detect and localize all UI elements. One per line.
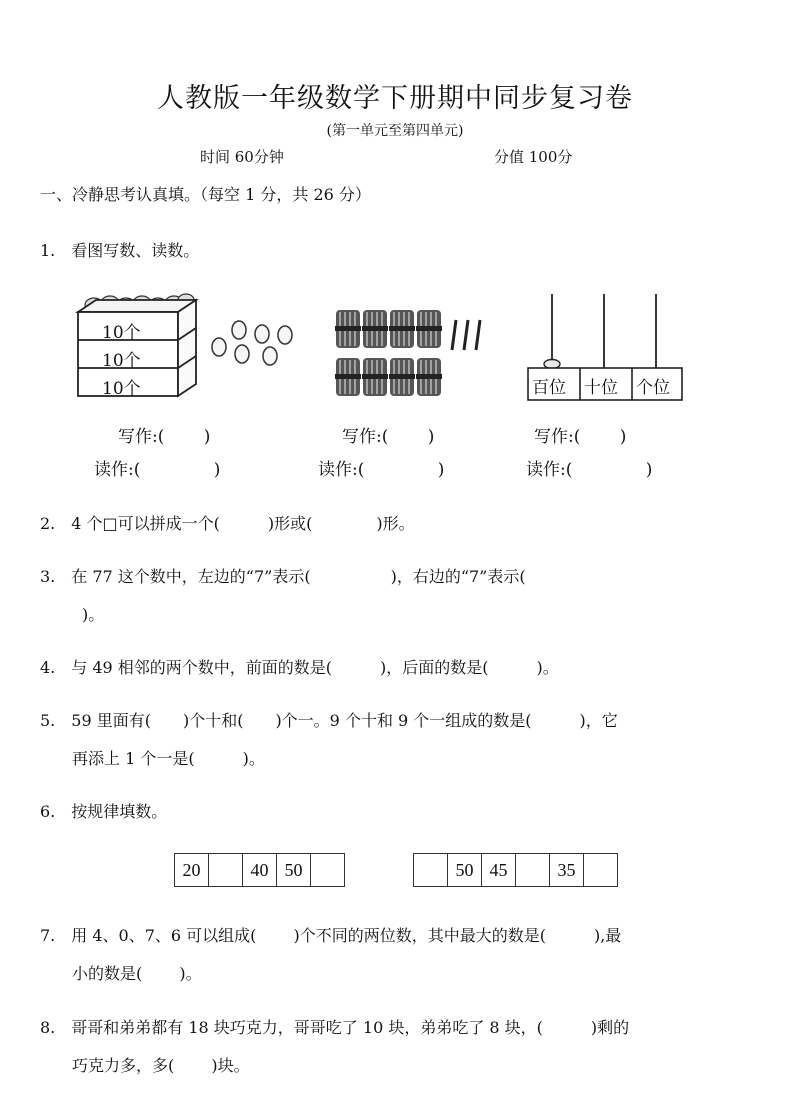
box-label-3: 10个 [102, 379, 141, 399]
question-3-line2: )。 [82, 605, 105, 624]
sequence-1-blank[interactable] [311, 854, 344, 886]
question-8-line1: 8. 哥哥和弟弟都有 18 块巧克力，哥哥吃了 10 块，弟弟吃了 8 块，( )剩的 [40, 1018, 630, 1037]
sequence-2-cell: 35 [550, 854, 584, 886]
sequence-row-1 [174, 853, 345, 887]
write-answer-2[interactable]: 写作:( ) [342, 427, 435, 447]
sequence-2-cell: 50 [448, 854, 482, 886]
question-5-line2: 再添上 1 个一是( )。 [72, 749, 265, 768]
score-info: 分值 100分 [494, 148, 573, 166]
question-3-line1: 3. 在 77 这个数中，左边的“7”表示( )，右边的“7”表示( [40, 567, 526, 586]
stick-bundles-figure [330, 306, 490, 402]
question-4: 4. 与 49 相邻的两个数中，前面的数是( )，后面的数是( )。 [40, 658, 559, 677]
box-label-1: 10个 [102, 323, 141, 343]
question-5-line1: 5. 59 里面有( )个十和( )个一。9 个十和 9 个一组成的数是( )，它 [40, 711, 618, 730]
sequence-1-cell: 50 [277, 854, 311, 886]
sequence-2-blank[interactable] [414, 854, 448, 886]
page-title: 人教版一年级数学下册期中同步复习卷 [157, 83, 633, 114]
sequence-2-blank[interactable] [516, 854, 550, 886]
read-answer-3[interactable]: 读作:( ) [526, 460, 653, 480]
time-info: 时间 60分钟 [200, 148, 284, 166]
sequence-2-cell: 45 [482, 854, 516, 886]
question-7-line2: 小的数是( )。 [72, 964, 202, 983]
section-heading: 一、冷静思考认真填。（每空 1 分，共 26 分） [40, 185, 371, 204]
read-answer-2[interactable]: 读作:( ) [318, 460, 445, 480]
abacus-label-hundreds: 百位 [532, 378, 566, 398]
sequence-1-blank[interactable] [209, 854, 243, 886]
abacus-label-ones: 个位 [636, 378, 670, 398]
abacus-label-tens: 十位 [584, 378, 618, 398]
read-answer-1[interactable]: 读作:( ) [94, 460, 221, 480]
question-1: 1. 看图写数、读数。 [40, 241, 200, 260]
sequence-1-cell: 40 [243, 854, 277, 886]
question-2: 2. 4 个□可以拼成一个( )形或( )形。 [40, 514, 415, 533]
question-8-line2: 巧克力多，多( )块。 [72, 1056, 250, 1075]
page-subtitle: (第一单元至第四单元) [326, 123, 464, 139]
loose-eggs [212, 321, 292, 365]
box-label-2: 10个 [102, 351, 141, 371]
write-answer-3[interactable]: 写作:( ) [534, 427, 627, 447]
question-6: 6. 按规律填数。 [40, 802, 168, 821]
sequence-2-blank[interactable] [584, 854, 617, 886]
write-answer-1[interactable]: 写作:( ) [118, 427, 211, 447]
sequence-1-cell: 20 [175, 854, 209, 886]
abacus-bead [544, 360, 560, 369]
question-7-line1: 7. 用 4、0、7、6 可以组成( )个不同的两位数，其中最大的数是( ),最 [40, 926, 622, 945]
loose-sticks [452, 320, 480, 350]
sequence-row-2 [413, 853, 618, 887]
